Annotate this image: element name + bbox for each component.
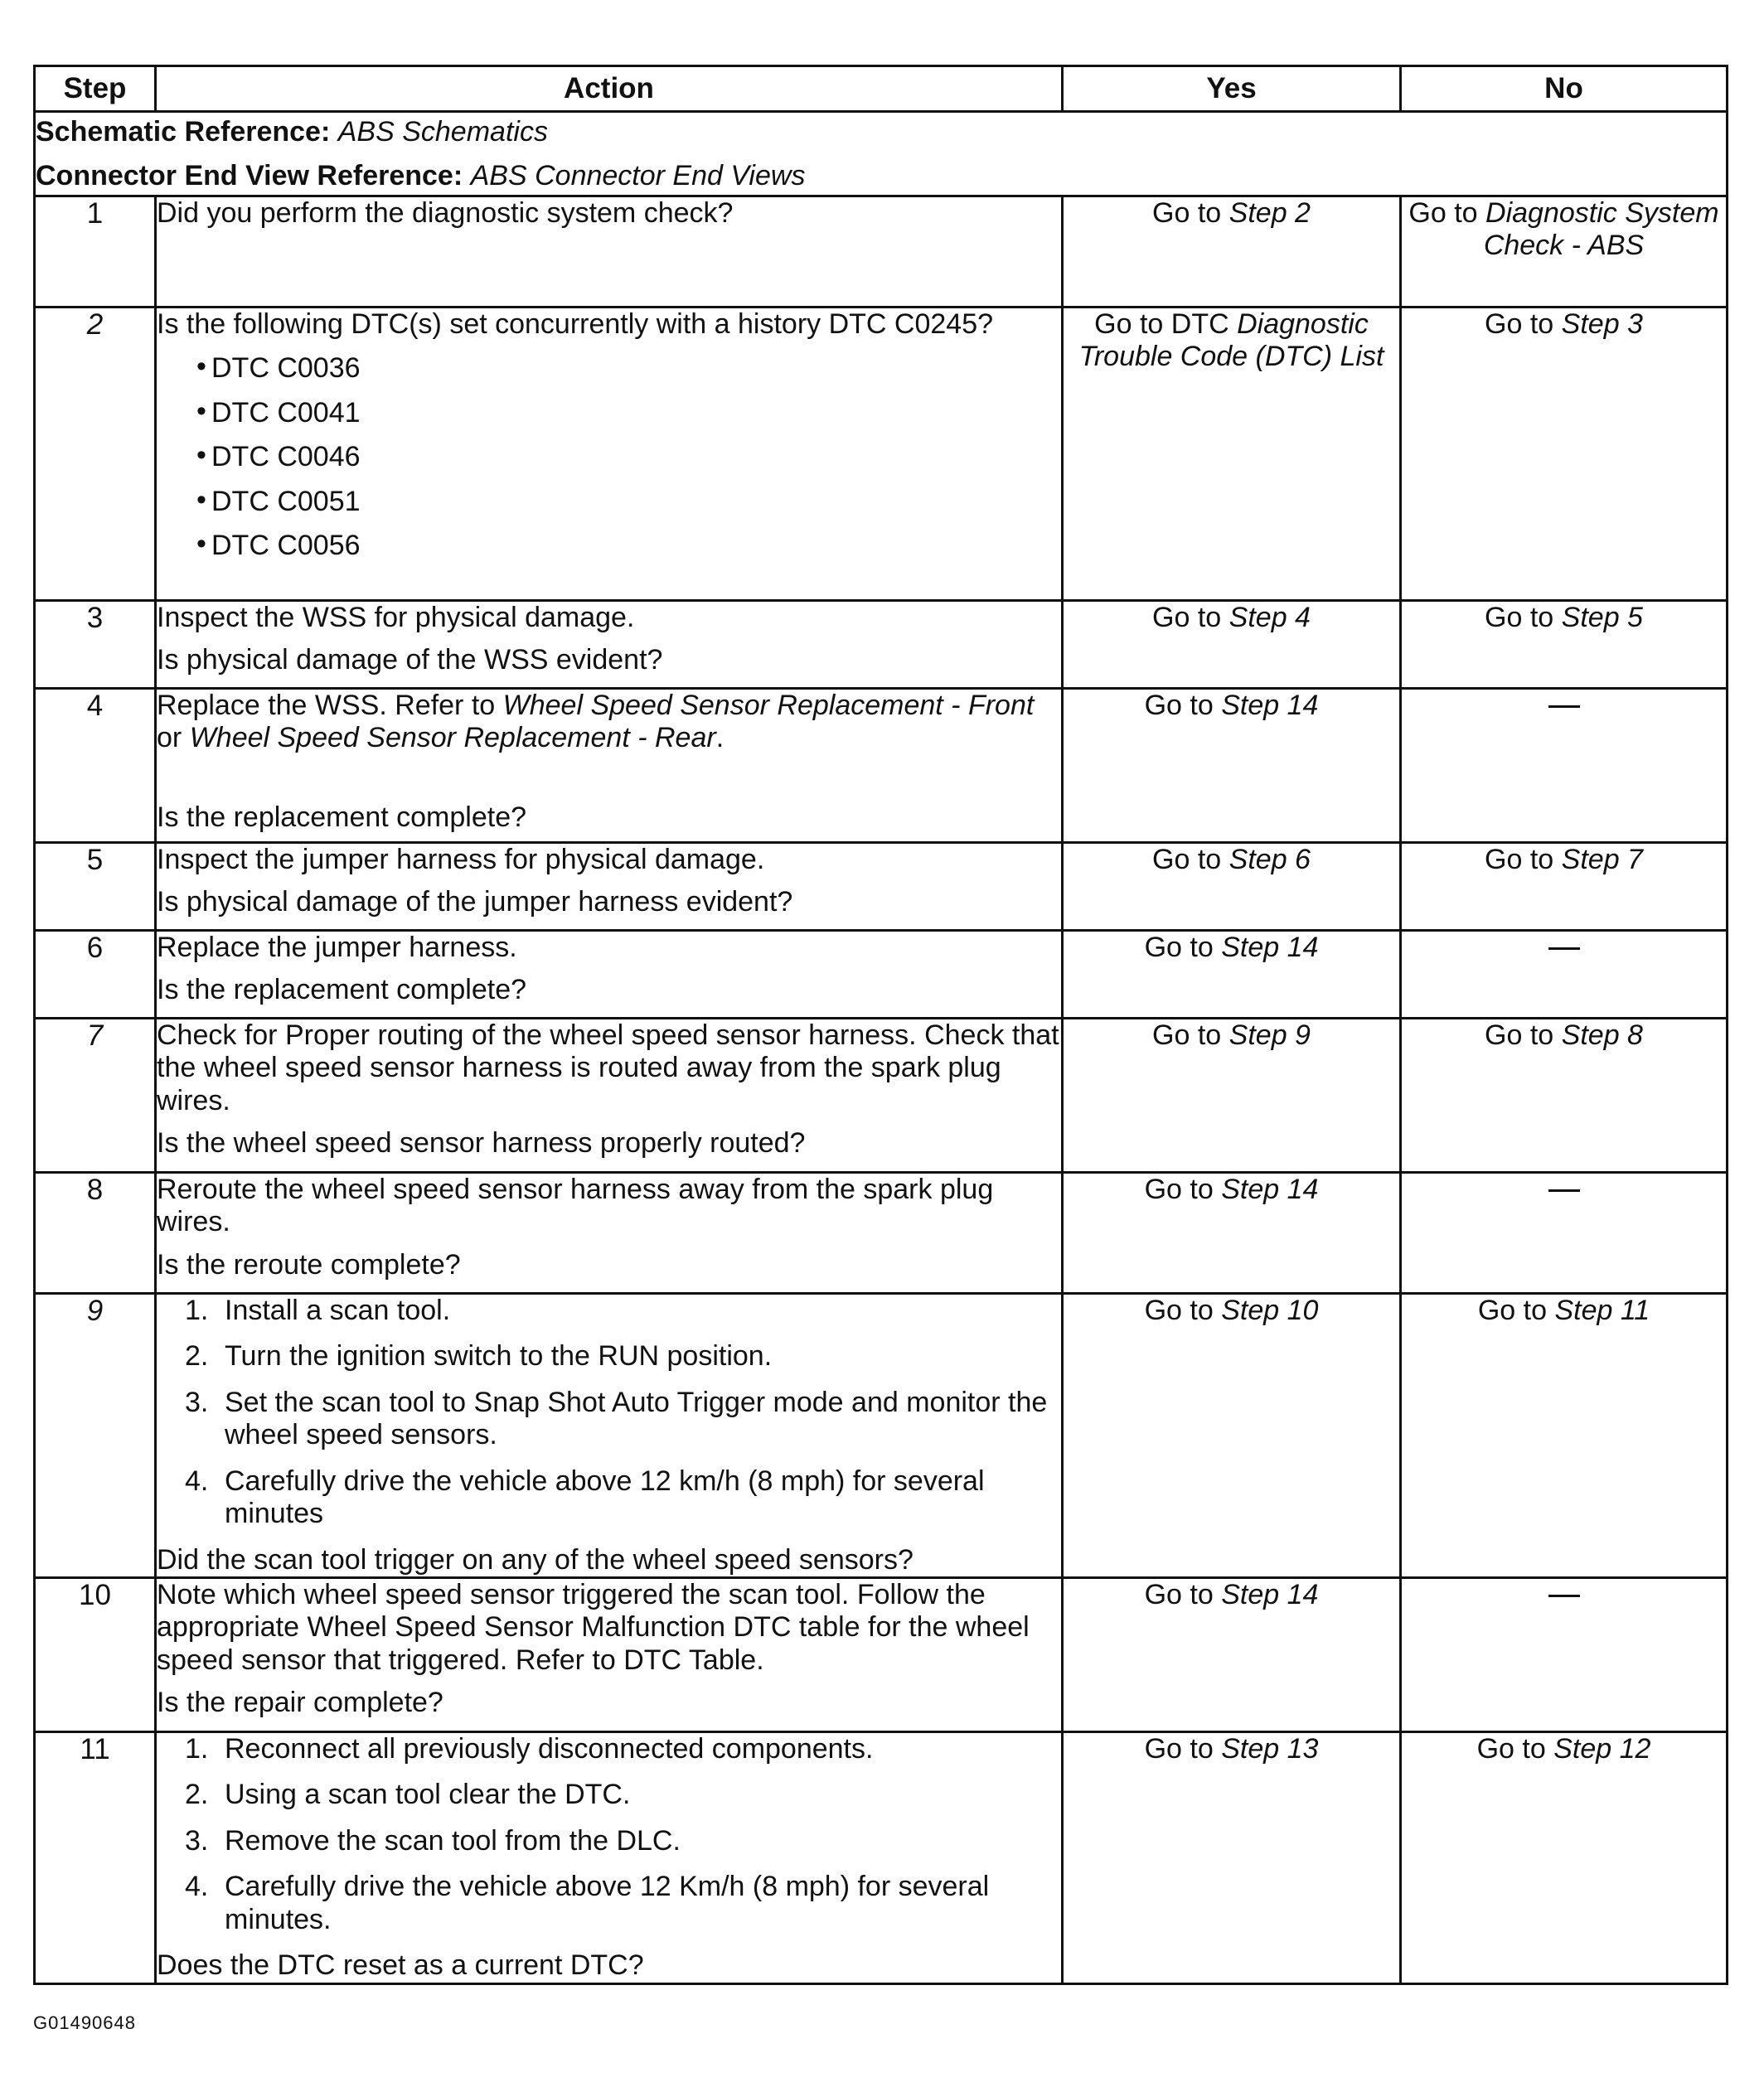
action-text-part: . [715, 722, 724, 754]
question-text: Is physical damage of the jumper harness evident? [157, 886, 793, 918]
yes-link[interactable]: Step 4 [1228, 601, 1311, 633]
goto-text: Go to [1152, 601, 1222, 633]
question-text: Is the replacement complete? [157, 974, 527, 1006]
yes-link[interactable]: Step 14 [1221, 1173, 1319, 1205]
table-row [35, 1577, 1728, 1731]
action-cell [156, 1293, 1063, 1577]
step-number: 9 [35, 1293, 156, 1577]
yes-cell [1063, 842, 1401, 930]
goto-text: Go to [1144, 1294, 1214, 1326]
connector-reference-label: Connector End View Reference: [36, 160, 463, 192]
no-dash [1548, 1189, 1580, 1192]
header-no: No [1401, 66, 1728, 112]
step-number: 2 [35, 307, 156, 600]
step-number: 6 [35, 930, 156, 1018]
goto-text: Go to [1476, 1732, 1546, 1765]
connector-reference-link[interactable]: ABS Connector End Views [470, 160, 806, 192]
step-number: 7 [35, 1018, 156, 1172]
goto-text: Go to [1144, 1732, 1214, 1765]
action-text [157, 690, 1061, 755]
yes-link[interactable]: Step 2 [1228, 196, 1311, 229]
header-yes: Yes [1063, 66, 1401, 112]
table-row [35, 688, 1728, 842]
list-item: • DTC C0051 [157, 486, 1061, 518]
schematic-reference [36, 116, 1726, 148]
step-number: 10 [35, 1577, 156, 1731]
item-text: Set the scan tool to Snap Shot Auto Trigger mode and monitor the wheel speed sensors. [225, 1386, 1048, 1451]
yes-cell [1063, 196, 1401, 307]
question-text: Is the repair complete? [157, 1687, 443, 1719]
item-text: Reconnect all previously disconnected components. [225, 1732, 874, 1765]
item-text: Turn the ignition switch to the RUN position. [225, 1340, 773, 1373]
step-number: 8 [35, 1172, 156, 1293]
question-text: Is physical damage of the WSS evident? [157, 644, 663, 676]
yes-link[interactable]: Step 14 [1221, 1578, 1319, 1610]
question-text: Is the reroute complete? [157, 1248, 461, 1281]
list-item: • DTC C0041 [157, 397, 1061, 429]
yes-cell [1063, 307, 1401, 600]
yes-cell [1063, 1172, 1401, 1293]
item-text: Carefully drive the vehicle above 12 km/h (8 mph) for several minutes [225, 1465, 985, 1530]
no-link[interactable]: Diagnostic System Check - ABS [1483, 196, 1719, 262]
item-number: 2. [185, 1340, 209, 1373]
no-cell [1401, 307, 1728, 600]
yes-link[interactable]: Step 13 [1221, 1732, 1319, 1765]
goto-text: Go to DTC [1094, 307, 1229, 340]
item-number: 4. [185, 1871, 209, 1903]
action-text: Inspect the jumper harness for physical damage. [157, 843, 765, 875]
table-row [35, 1172, 1728, 1293]
front-replacement-link[interactable]: Wheel Speed Sensor Replacement - Front [502, 689, 1035, 721]
goto-text: Go to [1144, 1578, 1214, 1610]
list-item: • DTC C0046 [157, 441, 1061, 473]
reference-cell [35, 112, 1728, 196]
action-cell [156, 688, 1063, 842]
goto-text: Go to [1144, 1173, 1214, 1205]
item-text: Install a scan tool. [225, 1294, 451, 1326]
table-row [35, 1018, 1728, 1172]
list-item [157, 1733, 1061, 1765]
question-text: Did the scan tool trigger on any of the wheel speed sensors? [157, 1543, 914, 1576]
goto-text: Go to [1152, 196, 1222, 229]
schematic-reference-label: Schematic Reference: [36, 116, 331, 148]
step-number: 1 [35, 196, 156, 307]
item-text: Remove the scan tool from the DLC. [225, 1824, 681, 1857]
yes-cell [1063, 688, 1401, 842]
yes-cell [1063, 1731, 1401, 1983]
table-row [35, 842, 1728, 930]
table-row [35, 196, 1728, 307]
question-text: Does the DTC reset as a current DTC? [157, 1949, 644, 1982]
no-cell [1401, 930, 1728, 1018]
action-cell [156, 1731, 1063, 1983]
goto-text: Go to [1485, 843, 1554, 875]
goto-text: Go to [1485, 1019, 1554, 1051]
no-cell [1401, 196, 1728, 307]
no-link[interactable]: Step 5 [1561, 601, 1643, 633]
action-text: Is the following DTC(s) set concurrently with a history DTC C0245? [157, 307, 994, 340]
item-text: Using a scan tool clear the DTC. [225, 1779, 631, 1811]
dtc-list [157, 352, 1061, 562]
goto-text: Go to [1152, 843, 1222, 875]
procedure-list [157, 1295, 1061, 1531]
list-item [157, 1779, 1061, 1811]
step-number: 4 [35, 688, 156, 842]
question-text: Is the wheel speed sensor harness properly routed? [157, 1127, 806, 1160]
no-dash [1548, 1595, 1580, 1597]
action-text-part: Replace the WSS. Refer to [157, 689, 496, 721]
item-text: Carefully drive the vehicle above 12 Km/h (8 mph) for several minutes. [225, 1871, 990, 1935]
no-cell [1401, 1577, 1728, 1731]
list-item: • DTC C0036 [157, 352, 1061, 385]
table-row [35, 307, 1728, 600]
step-number: 5 [35, 842, 156, 930]
no-cell [1401, 1172, 1728, 1293]
table-row [35, 1293, 1728, 1577]
goto-text: Go to [1408, 196, 1478, 229]
item-number: 2. [185, 1779, 209, 1811]
yes-link[interactable]: Step 14 [1221, 689, 1319, 721]
no-link[interactable]: Step 3 [1561, 307, 1643, 340]
no-cell [1401, 600, 1728, 688]
item-number: 3. [185, 1386, 209, 1418]
action-text: Note which wheel speed sensor triggered the scan tool. Follow the appropriate Wheel Speed Sensor Malfunction DTC table for the wheel speed sensor that triggered. Refer to DTC Table. [157, 1578, 1030, 1676]
no-link[interactable]: Step 12 [1553, 1732, 1651, 1765]
yes-cell [1063, 930, 1401, 1018]
action-text: Check for Proper routing of the wheel speed sensor harness. Check that the wheel speed sensor harness is routed away from the spark plug wires. [157, 1019, 1059, 1116]
action-cell [156, 196, 1063, 307]
step-number: 11 [35, 1731, 156, 1983]
figure-id: G01490648 [33, 2012, 136, 2033]
yes-link[interactable]: Step 6 [1228, 843, 1311, 875]
header-action: Action [156, 66, 1063, 112]
no-link[interactable]: Step 11 [1554, 1294, 1650, 1326]
list-item [157, 1340, 1061, 1373]
goto-text: Go to [1144, 689, 1214, 721]
action-text-part: or [157, 722, 182, 754]
schematic-reference-link[interactable]: ABS Schematics [337, 116, 548, 148]
goto-text: Go to [1144, 931, 1214, 963]
goto-text: Go to [1485, 307, 1554, 340]
list-item [157, 1871, 1061, 1936]
action-cell [156, 1577, 1063, 1731]
no-cell [1401, 688, 1728, 842]
yes-link[interactable]: Step 14 [1221, 931, 1319, 963]
action-cell [156, 1172, 1063, 1293]
reference-row [35, 112, 1728, 196]
procedure-list [157, 1733, 1061, 1936]
list-item [157, 1387, 1061, 1452]
item-number: 4. [185, 1465, 209, 1497]
action-cell [156, 307, 1063, 600]
no-cell [1401, 1293, 1728, 1577]
header-step: Step [35, 66, 156, 112]
no-dash [1548, 705, 1580, 708]
yes-cell [1063, 600, 1401, 688]
action-text: Inspect the WSS for physical damage. [157, 601, 635, 633]
list-item: • DTC C0056 [157, 530, 1061, 562]
no-dash [1548, 947, 1580, 950]
rear-replacement-link[interactable]: Wheel Speed Sensor Replacement - Rear [189, 722, 716, 754]
no-cell [1401, 1731, 1728, 1983]
connector-reference [36, 160, 1726, 192]
list-item [157, 1825, 1061, 1857]
yes-cell [1063, 1018, 1401, 1172]
goto-text: Go to [1485, 601, 1554, 633]
yes-cell [1063, 1577, 1401, 1731]
action-cell [156, 1018, 1063, 1172]
question-text: Is the replacement complete? [157, 801, 527, 833]
table-row [35, 600, 1728, 688]
no-link[interactable]: Step 8 [1561, 1019, 1643, 1051]
diagnostic-table [33, 65, 1728, 1985]
step-number: 3 [35, 600, 156, 688]
action-text: Reroute the wheel speed sensor harness away from the spark plug wires. [157, 1173, 994, 1238]
list-item [157, 1295, 1061, 1327]
goto-text: Go to [1152, 1019, 1222, 1051]
goto-text: Go to [1477, 1294, 1548, 1326]
item-number: 1. [185, 1732, 209, 1765]
no-cell [1401, 842, 1728, 930]
yes-link[interactable]: Diagnostic Trouble Code (DTC) List [1078, 307, 1384, 373]
yes-cell [1063, 1293, 1401, 1577]
header-row [35, 66, 1728, 112]
action-cell [156, 930, 1063, 1018]
action-cell [156, 842, 1063, 930]
action-text: Replace the jumper harness. [157, 931, 517, 963]
no-cell [1401, 1018, 1728, 1172]
action-text: Did you perform the diagnostic system check? [157, 196, 734, 229]
item-number: 1. [185, 1294, 209, 1326]
item-number: 3. [185, 1824, 209, 1857]
list-item [157, 1465, 1061, 1531]
table-row [35, 1731, 1728, 1983]
table-row [35, 930, 1728, 1018]
no-link[interactable]: Step 7 [1561, 843, 1643, 875]
yes-link[interactable]: Step 10 [1221, 1294, 1319, 1326]
yes-link[interactable]: Step 9 [1228, 1019, 1311, 1051]
action-cell [156, 600, 1063, 688]
